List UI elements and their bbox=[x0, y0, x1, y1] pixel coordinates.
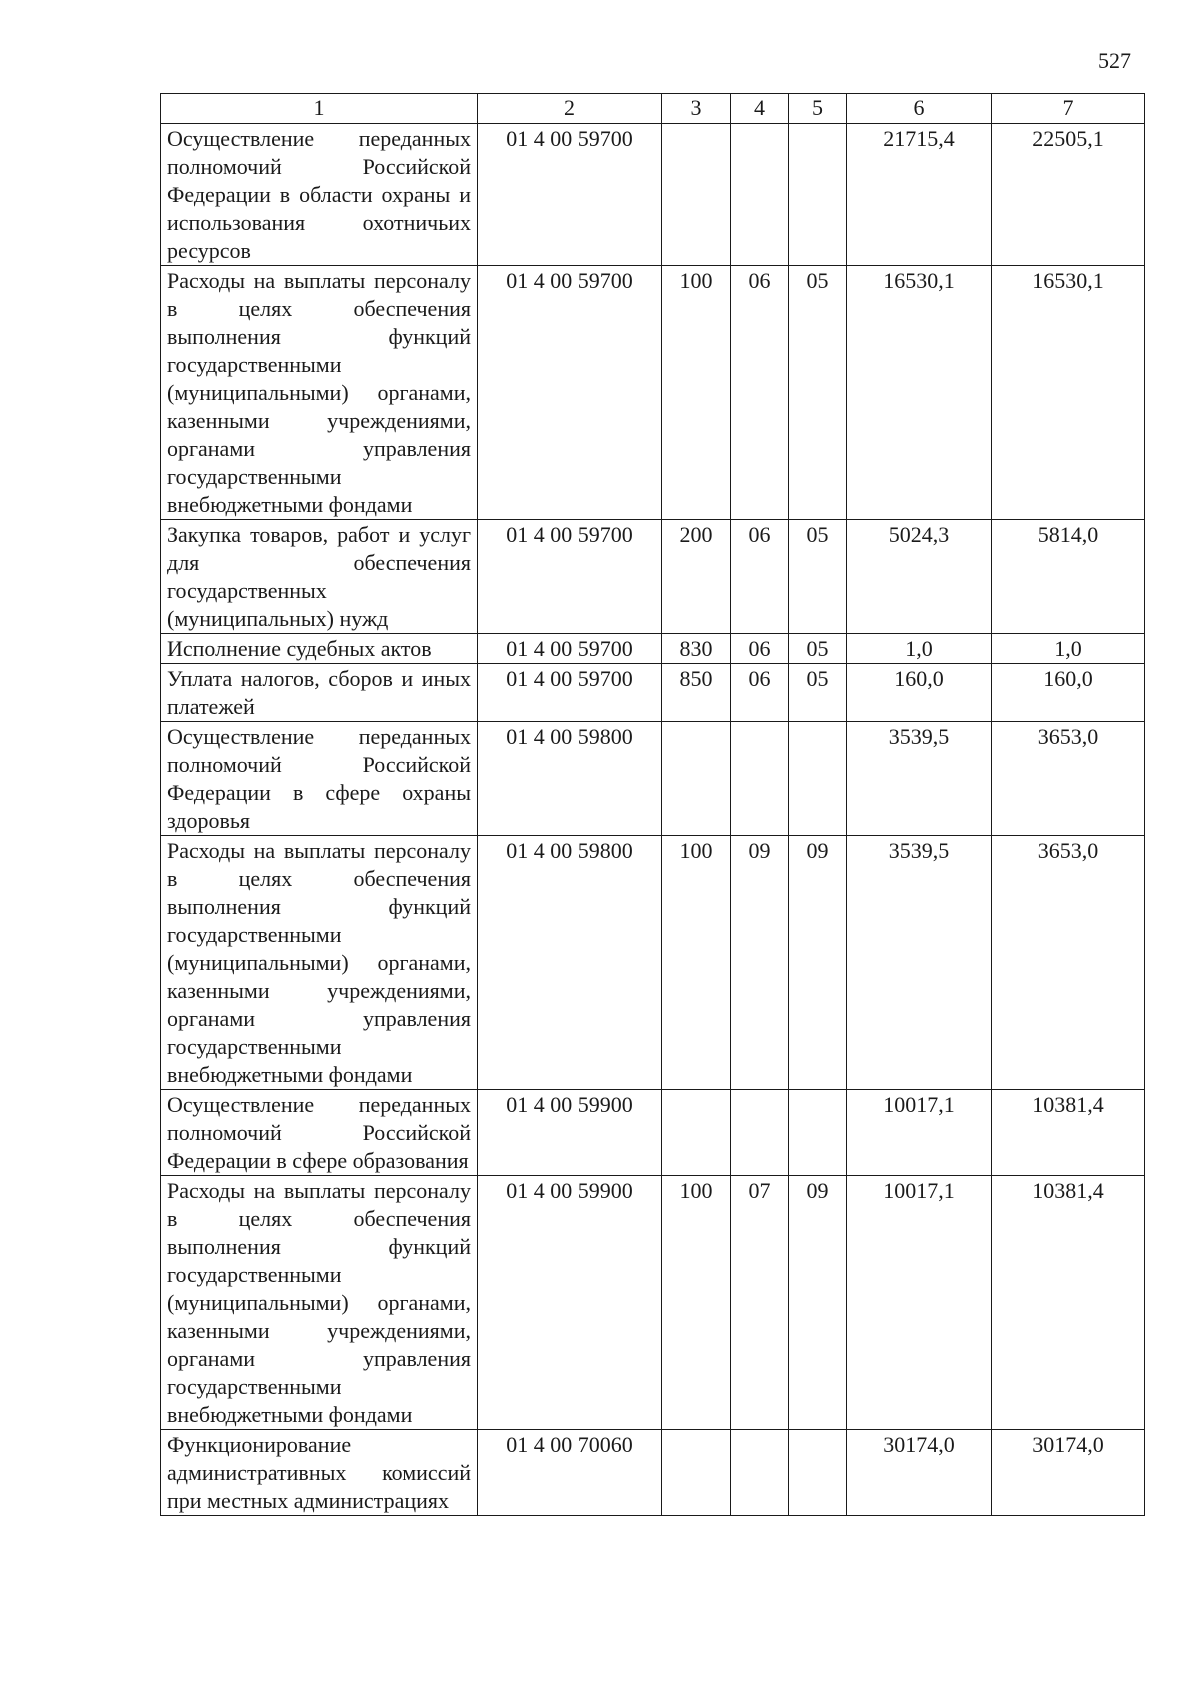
amount-col6-cell: 21715,4 bbox=[847, 124, 992, 266]
header-cell-5: 5 bbox=[789, 94, 847, 124]
amount-col7-cell: 3653,0 bbox=[992, 836, 1145, 1090]
target-code-cell: 01 4 00 70060 bbox=[478, 1430, 662, 1516]
target-code-cell: 01 4 00 59900 bbox=[478, 1176, 662, 1430]
amount-col6-cell: 10017,1 bbox=[847, 1176, 992, 1430]
expense-name-cell: Осуществление переданных полномочий Российской Федерации в сфере охраны здоровья bbox=[161, 722, 478, 836]
amount-col7-cell: 16530,1 bbox=[992, 266, 1145, 520]
expense-type-cell bbox=[662, 722, 731, 836]
expense-type-cell: 100 bbox=[662, 836, 731, 1090]
expense-type-cell: 100 bbox=[662, 1176, 731, 1430]
amount-col7-cell: 5814,0 bbox=[992, 520, 1145, 634]
header-cell-1: 1 bbox=[161, 94, 478, 124]
subsection-cell: 05 bbox=[789, 664, 847, 722]
target-code-cell: 01 4 00 59900 bbox=[478, 1090, 662, 1176]
amount-col7-cell: 3653,0 bbox=[992, 722, 1145, 836]
expense-type-cell: 850 bbox=[662, 664, 731, 722]
expense-name-cell: Исполнение судебных актов bbox=[161, 634, 478, 664]
table-row bbox=[161, 1176, 1145, 1430]
budget-table bbox=[160, 93, 1145, 1516]
table-row bbox=[161, 836, 1145, 1090]
table-body bbox=[161, 124, 1145, 1516]
amount-col6-cell: 5024,3 bbox=[847, 520, 992, 634]
subsection-cell: 09 bbox=[789, 1176, 847, 1430]
section-cell bbox=[731, 722, 789, 836]
amount-col6-cell: 160,0 bbox=[847, 664, 992, 722]
section-cell: 06 bbox=[731, 664, 789, 722]
expense-name-cell: Функционирование административных комиссий при местных администрациях bbox=[161, 1430, 478, 1516]
header-row bbox=[161, 94, 1145, 124]
amount-col6-cell: 30174,0 bbox=[847, 1430, 992, 1516]
subsection-cell: 05 bbox=[789, 266, 847, 520]
table-row bbox=[161, 634, 1145, 664]
amount-col7-cell: 30174,0 bbox=[992, 1430, 1145, 1516]
expense-type-cell: 100 bbox=[662, 266, 731, 520]
header-cell-4: 4 bbox=[731, 94, 789, 124]
subsection-cell bbox=[789, 722, 847, 836]
expense-name-cell: Осуществление переданных полномочий Российской Федерации в области охраны и использования охотничьих ресурсов bbox=[161, 124, 478, 266]
header-cell-3: 3 bbox=[662, 94, 731, 124]
subsection-cell: 05 bbox=[789, 634, 847, 664]
section-cell: 06 bbox=[731, 266, 789, 520]
target-code-cell: 01 4 00 59800 bbox=[478, 722, 662, 836]
section-cell: 06 bbox=[731, 520, 789, 634]
expense-name-cell: Уплата налогов, сборов и иных платежей bbox=[161, 664, 478, 722]
section-cell: 06 bbox=[731, 634, 789, 664]
target-code-cell: 01 4 00 59700 bbox=[478, 520, 662, 634]
section-cell bbox=[731, 124, 789, 266]
page-number: 527 bbox=[1098, 48, 1131, 73]
section-cell bbox=[731, 1090, 789, 1176]
subsection-cell bbox=[789, 1090, 847, 1176]
amount-col6-cell: 1,0 bbox=[847, 634, 992, 664]
section-cell: 09 bbox=[731, 836, 789, 1090]
table-row bbox=[161, 1430, 1145, 1516]
target-code-cell: 01 4 00 59700 bbox=[478, 664, 662, 722]
subsection-cell bbox=[789, 124, 847, 266]
amount-col6-cell: 16530,1 bbox=[847, 266, 992, 520]
amount-col6-cell: 10017,1 bbox=[847, 1090, 992, 1176]
table-row bbox=[161, 520, 1145, 634]
amount-col7-cell: 10381,4 bbox=[992, 1176, 1145, 1430]
expense-name-cell: Осуществление переданных полномочий Российской Федерации в сфере образования bbox=[161, 1090, 478, 1176]
target-code-cell: 01 4 00 59700 bbox=[478, 124, 662, 266]
amount-col6-cell: 3539,5 bbox=[847, 836, 992, 1090]
amount-col7-cell: 1,0 bbox=[992, 634, 1145, 664]
table-row bbox=[161, 1090, 1145, 1176]
expense-name-cell: Расходы на выплаты персоналу в целях обеспечения выполнения функций государственными (муниципальными) органами, казенными учреждениями, органами управления государственными внебюджетными фондами bbox=[161, 836, 478, 1090]
expense-type-cell bbox=[662, 1430, 731, 1516]
expense-type-cell bbox=[662, 1090, 731, 1176]
expense-type-cell: 200 bbox=[662, 520, 731, 634]
target-code-cell: 01 4 00 59700 bbox=[478, 266, 662, 520]
target-code-cell: 01 4 00 59800 bbox=[478, 836, 662, 1090]
subsection-cell: 05 bbox=[789, 520, 847, 634]
table-row bbox=[161, 266, 1145, 520]
table-header bbox=[161, 94, 1145, 124]
section-cell bbox=[731, 1430, 789, 1516]
section-cell: 07 bbox=[731, 1176, 789, 1430]
header-cell-7: 7 bbox=[992, 94, 1145, 124]
amount-col7-cell: 10381,4 bbox=[992, 1090, 1145, 1176]
amount-col6-cell: 3539,5 bbox=[847, 722, 992, 836]
expense-type-cell bbox=[662, 124, 731, 266]
table-row bbox=[161, 664, 1145, 722]
expense-name-cell: Расходы на выплаты персоналу в целях обеспечения выполнения функций государственными (муниципальными) органами, казенными учреждениями, органами управления государственными внебюджетными фондами bbox=[161, 1176, 478, 1430]
table-row bbox=[161, 722, 1145, 836]
expense-name-cell: Закупка товаров, работ и услуг для обеспечения государственных (муниципальных) нужд bbox=[161, 520, 478, 634]
amount-col7-cell: 160,0 bbox=[992, 664, 1145, 722]
target-code-cell: 01 4 00 59700 bbox=[478, 634, 662, 664]
subsection-cell bbox=[789, 1430, 847, 1516]
table-row bbox=[161, 124, 1145, 266]
expense-name-cell: Расходы на выплаты персоналу в целях обеспечения выполнения функций государственными (муниципальными) органами, казенными учреждениями, органами управления государственными внебюджетными фондами bbox=[161, 266, 478, 520]
header-cell-6: 6 bbox=[847, 94, 992, 124]
expense-type-cell: 830 bbox=[662, 634, 731, 664]
subsection-cell: 09 bbox=[789, 836, 847, 1090]
header-cell-2: 2 bbox=[478, 94, 662, 124]
amount-col7-cell: 22505,1 bbox=[992, 124, 1145, 266]
